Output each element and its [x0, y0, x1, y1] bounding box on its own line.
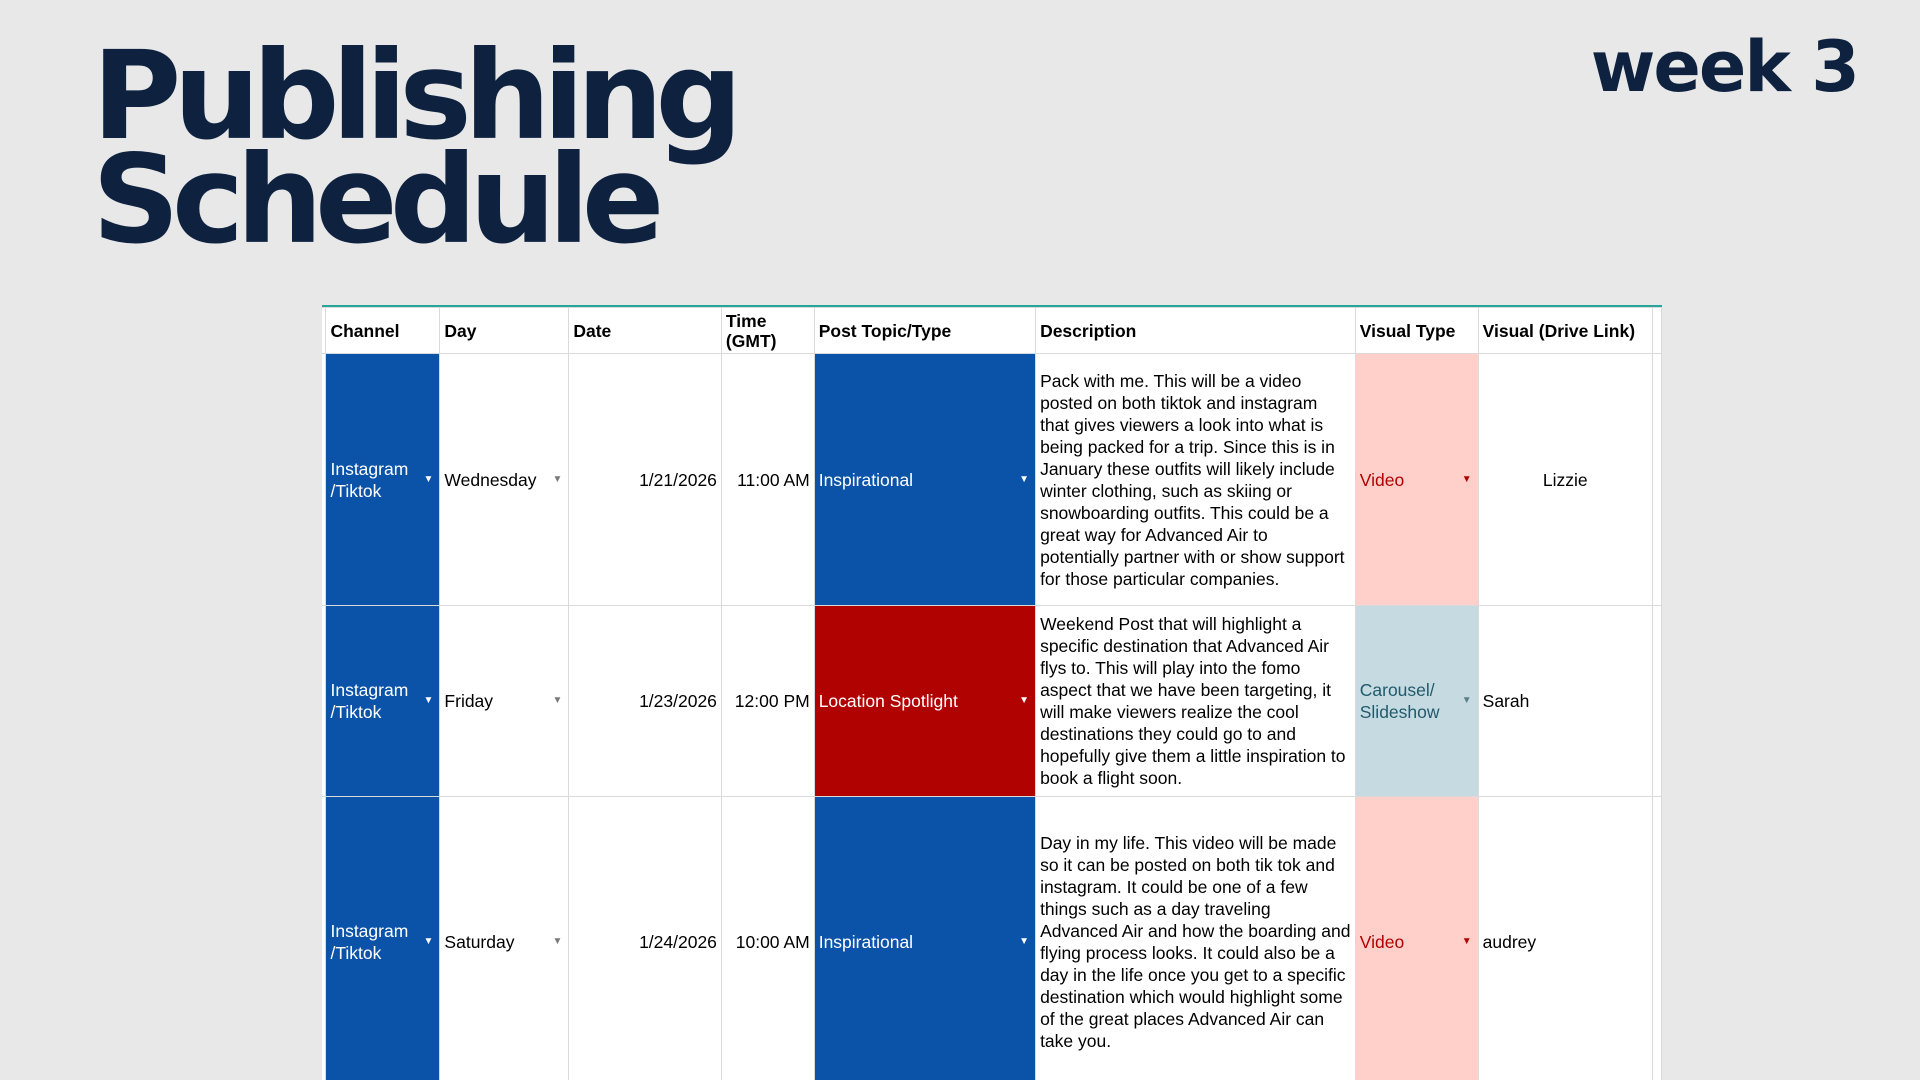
visual-type-dropdown[interactable] [1355, 606, 1478, 797]
topic-value: Location Spotlight [818, 691, 958, 711]
topic-dropdown[interactable] [814, 354, 1035, 606]
description-cell[interactable]: Weekend Post that will highlight a specific destination that Advanced Air flys to. This will play into the fomo aspect that we have been targeting, it will make viewers realize the cool destinations they could go to and hopefully give them a little inspiration to book a flight soon. [1036, 606, 1356, 797]
table-row [322, 606, 1662, 797]
topic-value: Inspirational [818, 469, 914, 490]
day-value: Wednesday [444, 469, 537, 490]
visual-link-cell[interactable]: Lizzie [1478, 354, 1652, 606]
week-label: week 3 [1590, 26, 1858, 108]
channel-value: Instagram /Tiktok [330, 680, 409, 722]
dropdown-arrow-icon[interactable]: ▼ [552, 473, 563, 485]
visual-type-dropdown[interactable] [1355, 797, 1478, 1080]
dropdown-arrow-icon[interactable]: ▼ [1461, 473, 1472, 485]
extra-cell [1652, 797, 1661, 1080]
table-row [322, 354, 1662, 606]
channel-dropdown[interactable] [326, 606, 440, 797]
dropdown-arrow-icon[interactable]: ▼ [423, 935, 434, 947]
header-extra [1652, 308, 1661, 354]
time-cell[interactable]: 12:00 PM [721, 606, 814, 797]
day-dropdown[interactable] [440, 606, 569, 797]
time-cell[interactable]: 10:00 AM [721, 797, 814, 1080]
day-dropdown[interactable] [440, 354, 569, 606]
spreadsheet [322, 305, 1662, 1080]
date-cell[interactable]: 1/24/2026 [569, 797, 722, 1080]
dropdown-arrow-icon[interactable]: ▼ [1019, 473, 1030, 485]
schedule-table [322, 307, 1662, 1080]
header-time[interactable]: Time (GMT) [721, 308, 814, 354]
visual-link-cell[interactable]: Sarah [1478, 606, 1652, 797]
date-cell[interactable]: 1/23/2026 [569, 606, 722, 797]
channel-value: Instagram /Tiktok [330, 920, 409, 963]
visual-type-value: Video [1359, 469, 1405, 490]
header-visual-link[interactable]: Visual (Drive Link) [1478, 308, 1652, 354]
dropdown-arrow-icon[interactable]: ▼ [1461, 695, 1472, 706]
time-cell[interactable]: 11:00 AM [721, 354, 814, 606]
header-date[interactable]: Date [569, 308, 722, 354]
table-row [322, 797, 1662, 1080]
topic-value: Inspirational [818, 931, 914, 952]
dropdown-arrow-icon[interactable]: ▼ [1461, 935, 1472, 947]
topic-dropdown[interactable] [814, 606, 1035, 797]
title-line-1: Publishing [92, 25, 735, 167]
date-cell[interactable]: 1/21/2026 [569, 354, 722, 606]
dropdown-arrow-icon[interactable]: ▼ [1019, 935, 1030, 947]
extra-cell [1652, 354, 1661, 606]
dropdown-arrow-icon[interactable]: ▼ [552, 695, 563, 706]
dropdown-arrow-icon[interactable]: ▼ [423, 695, 434, 706]
channel-dropdown[interactable] [326, 354, 440, 606]
day-value: Friday [444, 691, 494, 711]
header-row [322, 308, 1662, 354]
header-post-topic[interactable]: Post Topic/Type [814, 308, 1035, 354]
dropdown-arrow-icon[interactable]: ▼ [552, 935, 563, 947]
visual-type-dropdown[interactable] [1355, 354, 1478, 606]
visual-type-value: Video [1359, 931, 1405, 952]
dropdown-arrow-icon[interactable]: ▼ [1019, 695, 1030, 706]
description-cell[interactable]: Day in my life. This video will be made so it can be posted on both tik tok and instagram. It could be one of a few things such as a day traveling Advanced Air and how the boarding and flying process looks. It could also be a day in the life once you get to a specific destination which would highlight some of the great places Advanced Air can take you. [1036, 797, 1356, 1080]
header-visual-type[interactable]: Visual Type [1355, 308, 1478, 354]
channel-value: Instagram /Tiktok [330, 458, 409, 501]
visual-type-value: Carousel/ Slideshow [1359, 680, 1440, 722]
title-line-2: Schedule [92, 129, 657, 271]
channel-dropdown[interactable] [326, 797, 440, 1080]
header-day[interactable]: Day [440, 308, 569, 354]
extra-cell [1652, 606, 1661, 797]
page-title [92, 25, 735, 271]
header-description[interactable]: Description [1036, 308, 1356, 354]
description-cell[interactable]: Pack with me. This will be a video posted on both tiktok and instagram that gives viewers a look into what is being packed for a trip. Since this is in January these outfits will likely include winter clothing, such as skiing or snowboarding outfits. This could be a great way for Advanced Air to potentially partner with or show support for those particular companies. [1036, 354, 1356, 606]
visual-link-cell[interactable]: audrey [1478, 797, 1652, 1080]
dropdown-arrow-icon[interactable]: ▼ [423, 473, 434, 485]
header-channel[interactable]: Channel [326, 308, 440, 354]
day-value: Saturday [444, 931, 515, 952]
topic-dropdown[interactable] [814, 797, 1035, 1080]
day-dropdown[interactable] [440, 797, 569, 1080]
